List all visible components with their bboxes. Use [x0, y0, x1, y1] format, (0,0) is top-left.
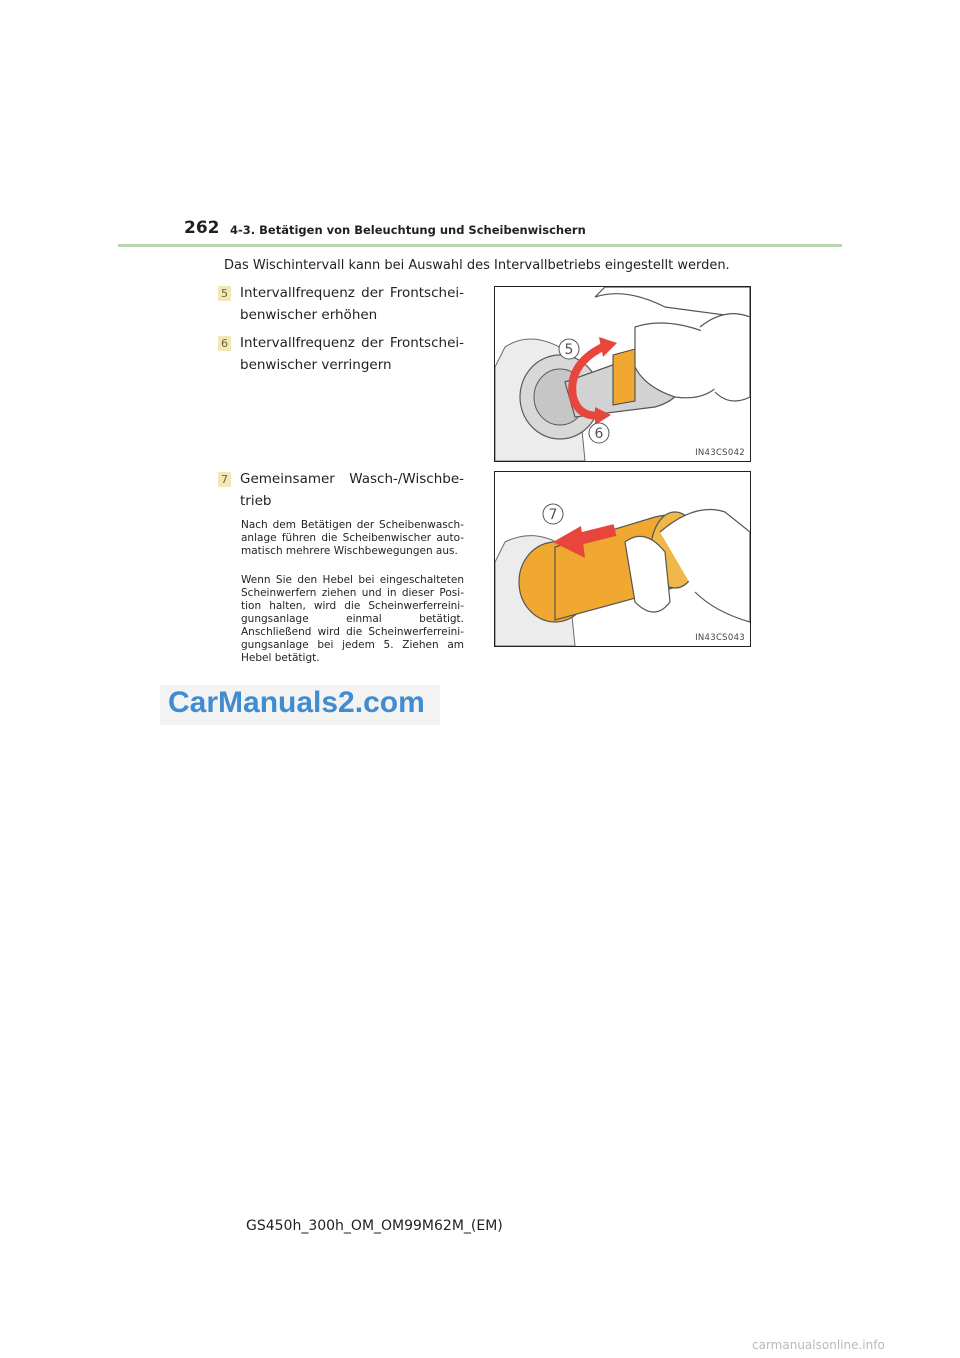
watermark-link[interactable]: CarManuals2.com	[168, 686, 425, 719]
figure-1-code: IN43CS042	[695, 448, 745, 458]
figure-wash-wipe	[494, 471, 751, 647]
figure-1-callout-6: 6	[594, 426, 604, 442]
wiper-interval-illustration	[495, 287, 750, 461]
item-5-line2: benwischer erhöhen	[240, 307, 378, 323]
item-6-line1: Intervallfrequenz der Frontschei-	[240, 335, 464, 351]
figure-2-callout-7: 7	[548, 507, 558, 523]
item-5-text-cont	[222, 304, 464, 326]
note-headlamp-cleaner: Wenn Sie den Hebel bei eingeschalteten Scheinwerfern ziehen und in dieser Posi-tion halten, wird die Scheinwerferreini-gungsanlage einmal betätigt. Anschließend wird die Scheinwerferreini-gungsanlage bei jedem 5. Ziehen am Hebel betätigt.	[241, 574, 464, 664]
footer-site-mark: carmanualsonline.info	[752, 1338, 885, 1352]
page-number: 262	[184, 218, 220, 238]
item-5-text	[240, 282, 464, 304]
item-5-line1: Intervallfrequenz der Frontschei-	[240, 285, 464, 301]
item-6-badge: 6	[218, 336, 231, 351]
note-washer: Nach dem Betätigen der Scheibenwasch-anlage führen die Scheibenwischer auto-matisch mehrere Wischbewegungen aus.	[241, 519, 464, 557]
item-7-text	[240, 468, 464, 490]
wash-wipe-illustration	[495, 472, 750, 646]
figure-wiper-interval	[494, 286, 751, 462]
item-6-text-cont	[222, 354, 464, 376]
figure-1-callout-5: 5	[564, 342, 574, 358]
item-5-badge: 5	[218, 286, 231, 301]
item-7-text-cont	[222, 490, 464, 512]
figure-2-code: IN43CS043	[695, 633, 745, 643]
item-7-badge: 7	[218, 472, 231, 487]
item-7-line1: Gemeinsamer Wasch-/Wischbe-	[240, 471, 464, 487]
intro-text: Das Wischintervall kann bei Auswahl des Intervallbetriebs eingestellt werden.	[224, 258, 730, 273]
item-7-line2: trieb	[240, 493, 272, 509]
section-title: 4-3. Betätigen von Beleuchtung und Scheibenwischern	[230, 223, 586, 237]
header-rule	[118, 244, 842, 247]
item-6-line2: benwischer verringern	[240, 357, 392, 373]
footer-model-code: GS450h_300h_OM_OM99M62M_(EM)	[246, 1218, 503, 1234]
item-6-text	[240, 332, 464, 354]
